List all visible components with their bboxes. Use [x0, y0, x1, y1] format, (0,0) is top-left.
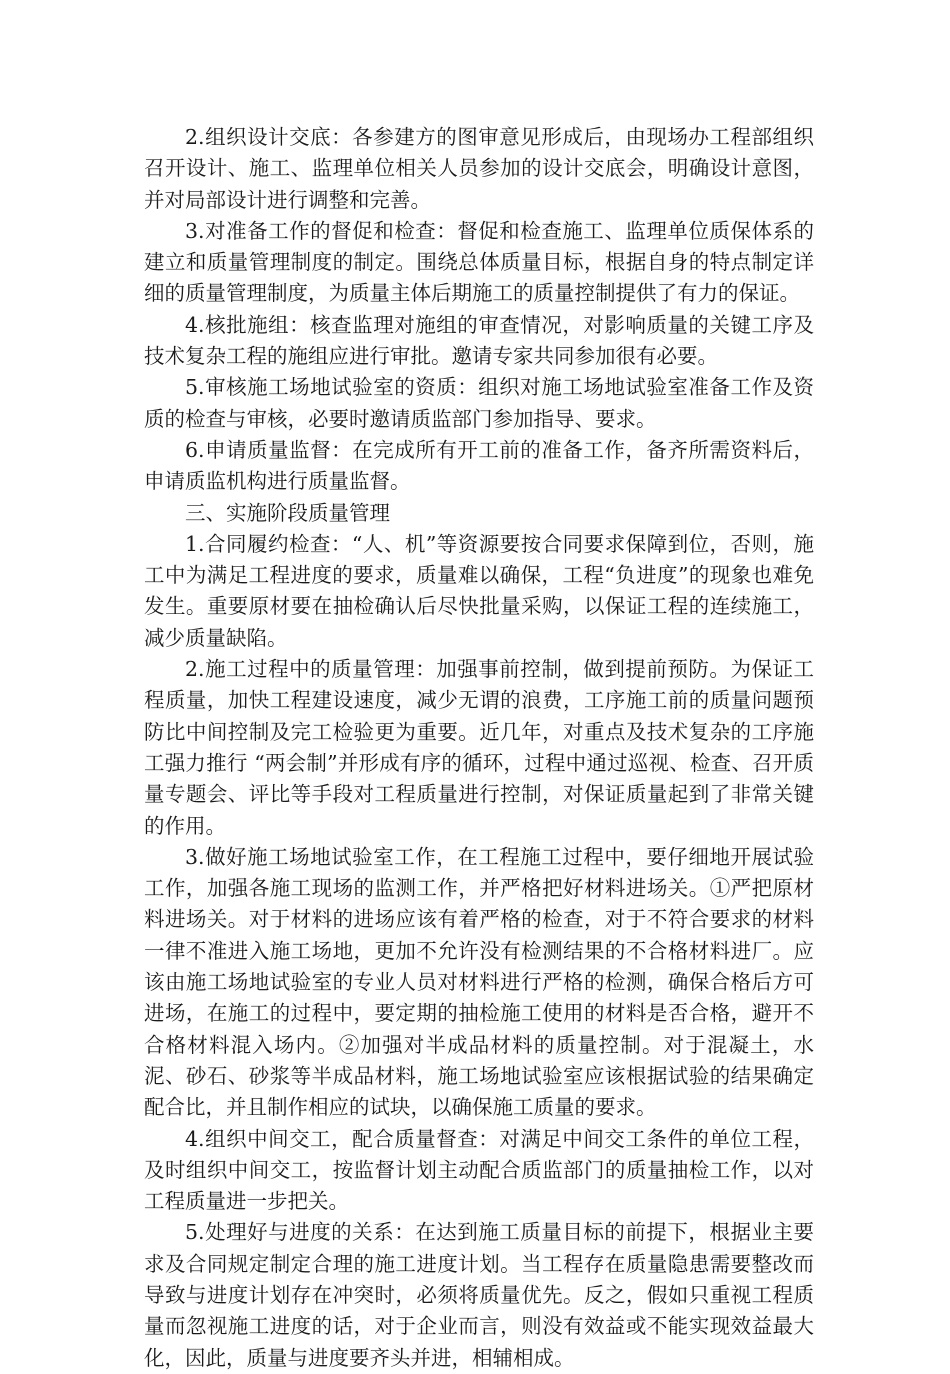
paragraph-preparation-supervision: 3.对准备工作的督促和检查：督促和检查施工、监理单位质保体系的建立和质量管理制度的制定。围绕总体质量目标，根据自身的特点制定详细的质量管理制度，为质量主体后期施工的质量控制提供了有力的保证。: [144, 218, 814, 306]
paragraph-contract-inspection: 1.合同履约检查：“人、机”等资源要按合同要求保障到位，否则，施工中为满足工程进度的要求，质量难以确保，工程“负进度”的现象也难免发生。重要原材要在抽检确认后尽快批量采购，以保证工程的连续施工，减少质量缺陷。: [144, 531, 814, 650]
paragraph-design-disclosure: 2.组织设计交底：各参建方的图审意见形成后，由现场办工程部组织召开设计、施工、监理单位相关人员参加的设计交底会，明确设计意图，并对局部设计进行调整和完善。: [144, 125, 814, 212]
paragraph-construction-plan-approval: 4.核批施组：核查监理对施组的审查情况，对影响质量的关键工序及技术复杂工程的施组应进行审批。邀请专家共同参加很有必要。: [144, 312, 814, 369]
document-body: [144, 122, 814, 1374]
paragraph-process-quality-management: 2.施工过程中的质量管理：加强事前控制，做到提前预防。为保证工程质量，加快工程建设速度，减少无谓的浪费，工序施工前的质量问题预防比中间控制及完工检验更为重要。近几年，对重点及技术复杂的工序施工强力推行 “两会制”并形成有序的循环，过程中通过巡视、检查、召开质量专题会、评比等手段对工程质量进行控制，对保证质量起到了非常关键的作用。: [144, 657, 814, 838]
paragraph-quality-supervision-request: 6.申请质量监督：在完成所有开工前的准备工作，备齐所需资料后，申请质监机构进行质量监督。: [144, 437, 814, 494]
paragraph-site-laboratory-work: 3.做好施工场地试验室工作，在工程施工过程中，要仔细地开展试验工作，加强各施工现场的监测工作，并严格把好材料进场关。①严把原材料进场关。对于材料的进场应该有着严格的检查，对于不符合要求的材料一律不准进入施工场地，更加不允许没有检测结果的不合格材料进厂。应该由施工场地试验室的专业人员对材料进行严格的检测，确保合格后方可进场，在施工的过程中，要定期的抽检施工使用的材料是否合格，避开不合格材料混入场内。②加强对半成品材料的质量控制。对于混凝土，水泥、砂石、砂浆等半成品材料，施工场地试验室应该根据试验的结果确定配合比，并且制作相应的试块，以确保施工质量的要求。: [144, 844, 814, 1120]
paragraph-quality-progress-relation: 5.处理好与进度的关系：在达到施工质量目标的前提下，根据业主要求及合同规定制定合理的施工进度计划。当工程存在质量隐患需要整改而导致与进度计划存在冲突时，必须将质量优先。反之，假如只重视工程质量而忽视施工进度的话，对于企业而言，则没有效益或不能实现效益最大化，因此，质量与进度要齐头并进，相辅相成。: [144, 1220, 814, 1370]
paragraph-intermediate-handover: 4.组织中间交工，配合质量督查：对满足中间交工条件的单位工程，及时组织中间交工，按监督计划主动配合质监部门的质量抽检工作，以对工程质量进一步把关。: [144, 1126, 814, 1214]
section-heading-implementation-stage: 三、实施阶段质量管理: [185, 500, 390, 525]
paragraph-lab-qualification: 5.审核施工场地试验室的资质：组织对施工场地试验室准备工作及资质的检查与审核，必要时邀请质监部门参加指导、要求。: [144, 375, 814, 431]
